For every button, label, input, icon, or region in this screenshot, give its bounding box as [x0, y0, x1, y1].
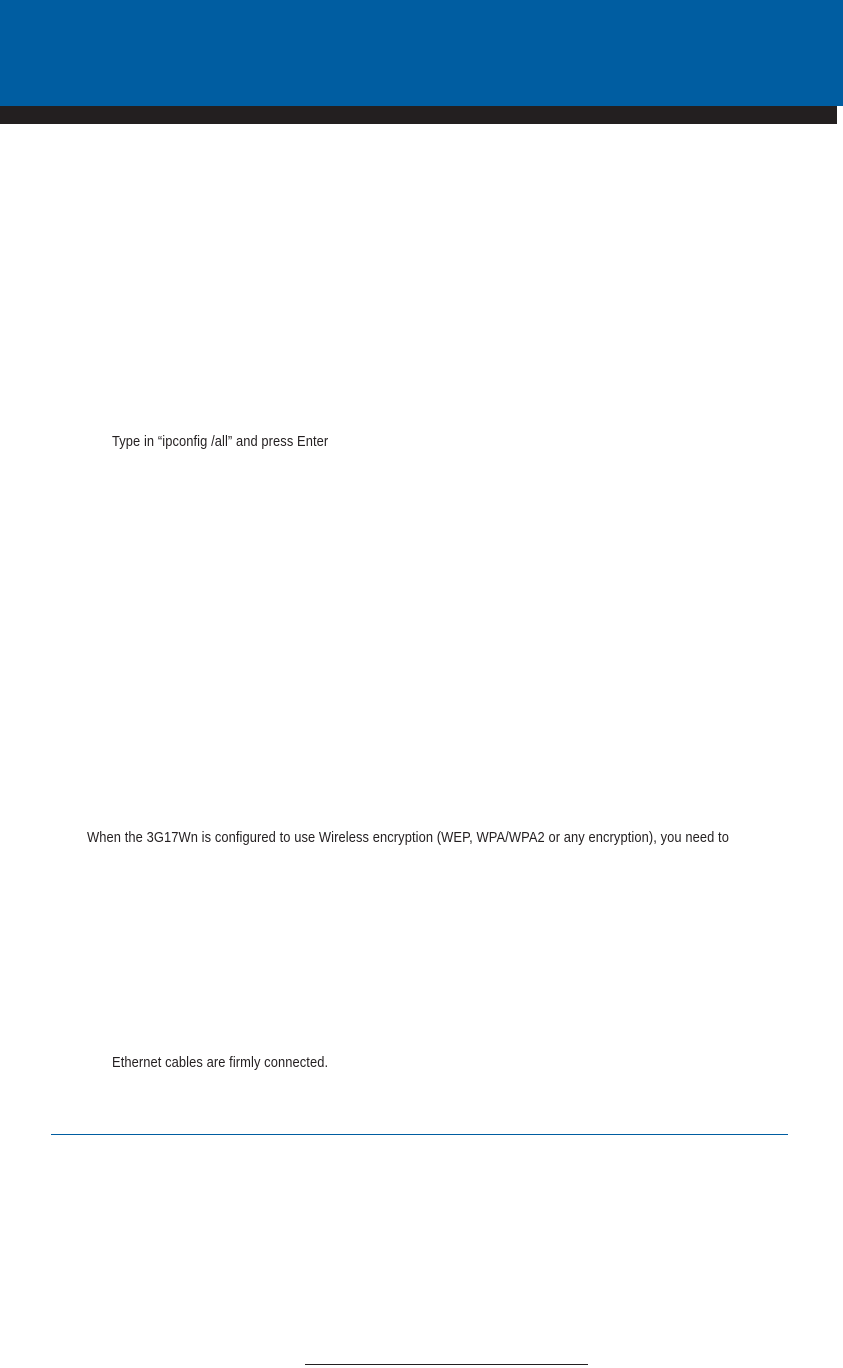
header-band — [0, 0, 843, 106]
ethernet-note-text: Ethernet cables are firmly connected. — [112, 1054, 329, 1071]
encryption-note-text: When the 3G17Wn is configured to use Wireless encryption (WEP, WPA/WPA2 or any encryption), you need to — [87, 829, 729, 846]
header-strip — [0, 106, 843, 124]
header-notch — [837, 106, 843, 124]
ipconfig-step-text: Type in “ipconfig /all” and press Enter — [112, 433, 329, 450]
footer-rule — [305, 1364, 588, 1365]
section-divider — [51, 1134, 788, 1135]
